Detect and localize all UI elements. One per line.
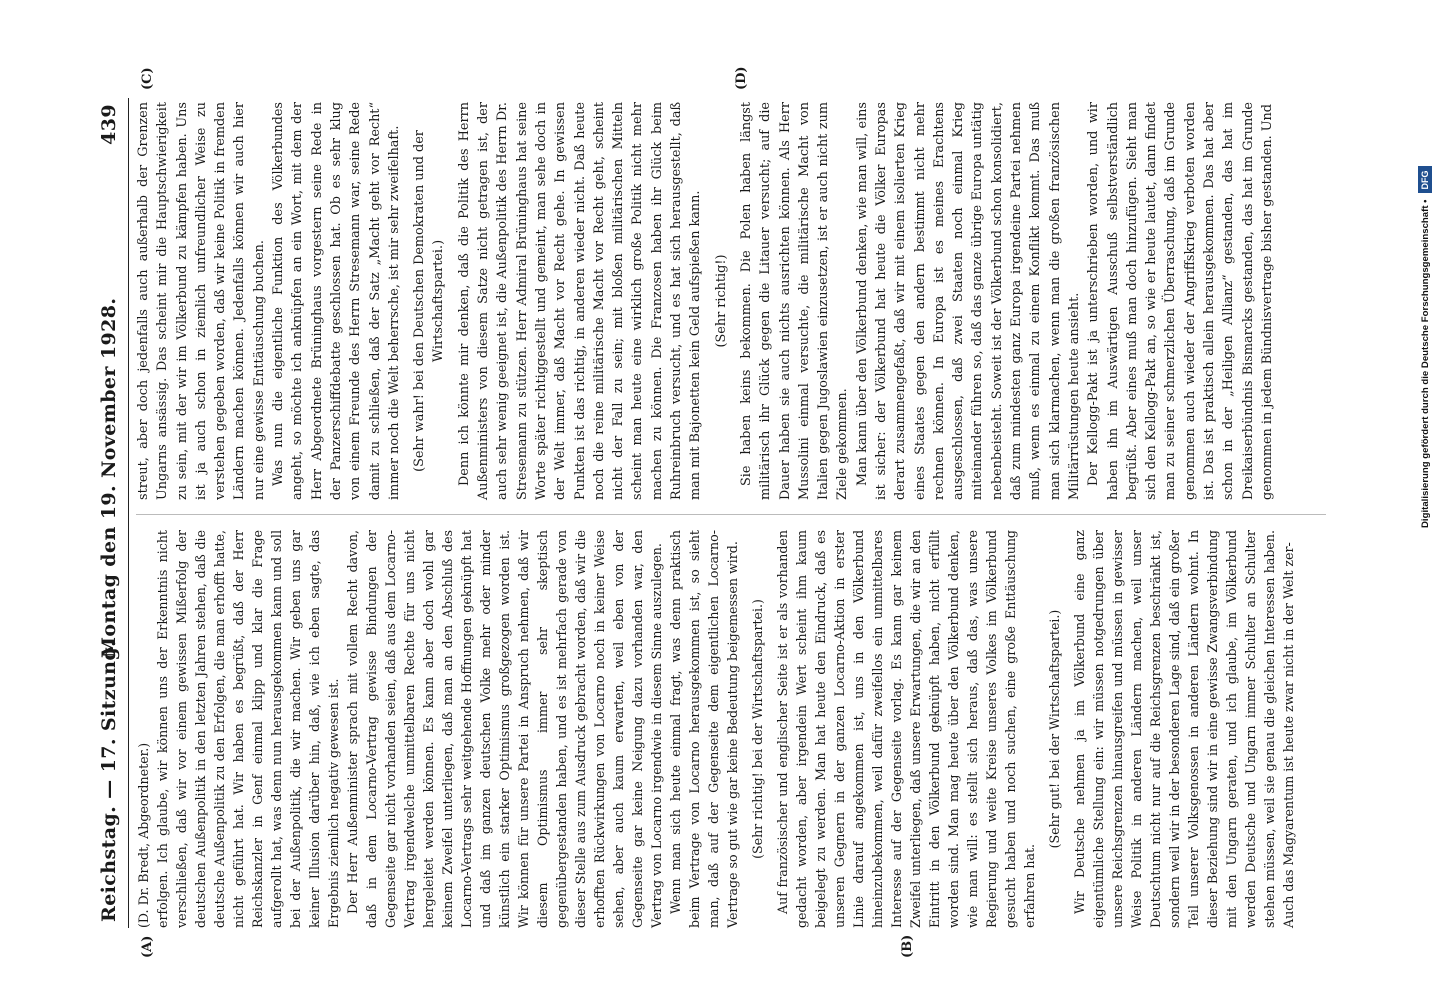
paragraph: Wir Deutsche nehmen ja im Völkerbund eine ganz eigentümliche Stellung ein: wir müssen notgedrungen über unsere Reichsgrenzen hinausgreifen und müssen in gewisser Weise Politik in anderen Ländern machen, weil unser Deutschtum nicht nur auf die Reichsgrenzen beschränkt ist, sondern weil wir in der besonderen Lage sind, daß ein großer Teil unserer Volksgenossen in anderen Ländern wohnt. In dieser Beziehung sind wir in eine gewisse Zwangsverbindung mit den Ungarn geraten, und ich glaube, im Völkerbund werden Deutsche und Ungarn immer Schulter an Schulter stehen müssen, weil sie genau die gleichen Interessen haben. Auch das Magyarentum ist heute zwar nicht in der Welt zer-: [1072, 530, 1296, 928]
interjection: (Sehr wahr! bei den Deutschen Demokraten und der Wirtschaftspartei.): [412, 130, 447, 472]
paragraph: Sie haben keins bekommen. Die Polen haben längst militärisch ihr Glück gegen die Litauer versucht; auf die Dauer haben sie auch nichts ausrichten können. Als Herr Mussolini einmal versuchte, die militärische Macht von Italien gegen Jugoslawien einzusetzen, ist er auch nicht zum Ziele gekommen.: [738, 102, 851, 500]
page-header: [94, 98, 129, 928]
right-column: [134, 102, 1277, 500]
interjection: (Sehr richtig!): [713, 254, 729, 348]
margin-marker-c: (C): [140, 67, 155, 90]
paragraph: Man kann über den Völkerbund denken, wie man will, eins ist sicher: der Völkerbund hat heute die Völker Europas derart zusammengefaßt, daß wir mit einem isolierten Krieg eines Staates gegen den andern bestimmt nicht mehr rechnen können. In Europa ist es meines Erachtens ausgeschlossen, daß zwei Staaten noch einmal Krieg miteinander führen so, daß das ganze übrige Europa untätig nebenbeisteht. Soweit ist der Völkerbund schon konsolidiert, daß zum mindesten ganz Europa irgendeine Partei nehmen muß, wenn es einmal zu einem Konflikt kommt. Das muß man sich klarmachen, wenn man die großen französischen Militärrüstungen heute ansieht.: [854, 102, 1082, 500]
scanned-document-page: [94, 66, 1330, 958]
digitization-credit: [1418, 8, 1434, 528]
page-number: 439: [98, 104, 120, 145]
credit-text: Digitalisierung gefördert durch die Deutsche Forschungsgemeinschaft •: [1420, 199, 1431, 528]
left-column: [134, 530, 1298, 928]
interjection: (Sehr gut! bei der Wirtschaftspartei.): [1047, 609, 1062, 849]
header-date: Montag den 19. November 1928.: [98, 297, 120, 658]
paragraph: streut, aber doch jedenfalls auch außerhalb der Grenzen Ungarns ansässig. Das scheint mir die Hauptschwierigkeit zu sein, mit der wir im Völkerbund zu kämpfen haben. Uns ist ja auch schon in ziemlich unfreundlicher Weise zu verstehen gegeben worden, daß wir keine Politik in fremden Ländern machen können. Jedenfalls können wir auch hier nur eine gewisse Enttäuschung buchen.: [136, 102, 267, 500]
header-session: Reichstag. — 17. Sitzung.: [98, 639, 120, 922]
margin-marker-a: (A): [140, 935, 155, 958]
speaker-line: (D. Dr. Bredt, Abgeordneter.): [136, 742, 151, 928]
paragraph: Der Herr Außenminister sprach mit vollem Recht davon, daß in dem Locarno-Vertrag gewisse Bindungen der Gegenseite gar nicht vorhanden seien, daß aus dem Locarno-Vertrag irgendwelche unmittelbaren Rechte für uns nicht hergeleitet werden können. Es kann aber doch wohl gar keinem Zweifel unterliegen, daß man an den Abschluß des Locarno-Vertrags sehr weitgehende Hoffnungen geknüpft hat und daß im ganzen deutschen Volke mehr oder minder künstlich ein starker Optimismus großgezogen worden ist. Wir können für unsere Partei in Anspruch nehmen, daß wir diesem Optimismus immer sehr skeptisch gegenübergestanden haben, und es ist mehrfach gerade von dieser Stelle aus zum Ausdruck gebracht worden, daß wir die erhofften Rückwirkungen von Locarno noch in keiner Weise sehen, aber auch kaum erwarten, weil eben von der Gegenseite gar keine Neigung dazu vorhanden war, den Vertrag von Locarno irgendwie in diesem Sinne auszulegen.: [345, 530, 664, 928]
margin-marker-d: (D): [734, 66, 749, 90]
paragraph: Was nun die eigentliche Funktion des Völkerbundes angeht, so möchte ich anknüpfen an ein Wort, mit dem der Herr Abgeordnete Brüninghaus vorgestern seine Rede in der Panzerschiffdebatte geschlossen hat. Ob es sehr klug von einem Freunde des Herrn Stresemann war, seine Rede damit zu schließen, daß der Satz „Macht geht vor Recht“ immer noch die Welt beherrsche, ist mir sehr zweifelhaft.: [271, 102, 402, 500]
paragraph: Der Kellogg-Pakt ist ja unterschrieben worden, und wir haben ihn im Auswärtigen Ausschuß selbstverständlich begrüßt. Aber eines muß man doch hinzufügen. Sieht man sich den Kellogg-Pakt an, so wie er heute lautet, dann findet man zu seiner schmerzlichen Überraschung, daß im Grunde genommen auch wieder der Angriffskrieg verboten worden ist. Das ist praktisch allein herausgekommen. Das hat aber schon in der „Heiligen Allianz“ gestanden, das hat im Dreikaiserbündnis Bismarcks gestanden, das hat im Grunde genommen in jedem Bündnisvertrage bisher gestanden. Und: [1086, 102, 1275, 500]
paragraph: Wenn man sich heute einmal fragt, was denn praktisch beim Vertrage von Locarno herausgekommen ist, so sieht man, daß auf der Gegenseite dem eigentlichen Locarno-Vertrage so gut wie gar keine Bedeutung beigemessen wird.: [668, 530, 740, 928]
dfg-logo-icon: DFG: [1418, 166, 1432, 193]
column-divider: [136, 514, 1326, 515]
paragraph: Denn ich könnte mir denken, daß die Politik des Herrn Außenministers von diesem Satze nicht getragen ist, der auch sehr wenig geeignet ist, die Außenpolitik des Herrn Dr. Stresemann zu stützen. Herr Admiral Brüninghaus hat seine Worte später richtiggestellt und gemeint, man sehe doch in der Welt immer, daß Macht vor Recht gehe. In gewissen Punkten ist das richtig, in anderen wieder nicht. Daß heute noch die reine militärische Macht vor Recht geht, scheint nicht der Fall zu sein; mit bloßen militärischen Mitteln scheint man heute eine wirklich große Politik nicht mehr machen zu können. Die Franzosen haben ihr Glück beim Ruhreinbruch versucht, und es hat sich herausgestellt, daß man mit Bajonetten kein Geld aufspießen kann.: [456, 102, 704, 500]
margin-marker-b: (B): [900, 934, 915, 958]
paragraph: erfolgen. Ich glaube, wir können uns der Erkenntnis nicht verschließen, daß wir vor einem gewissen Mißerfolg der deutschen Außenpolitik in den letzten Jahren stehen, daß die deutsche Außenpolitik zu den Erfolgen, die man erhofft hatte, nicht geführt hat. Wir haben es begrüßt, daß der Herr Reichskanzler in Genf einmal klipp und klar die Frage aufgerollt hat, was denn nun herausgekommen kann und soll bei der Außenpolitik, die wir machen. Wir geben uns gar keiner Illusion darüber hin, daß, wie ich eben sagte, das Ergebnis ziemlich negativ gewesen ist.: [155, 530, 341, 928]
interjection: (Sehr richtig! bei der Wirtschaftspartei.): [750, 599, 765, 859]
paragraph: Auf französischer und englischer Seite ist er als vorhanden gedacht worden, aber irgendein Wert scheint ihm kaum beigelegt zu werden. Man hat heute den Eindruck, daß es unseren Gegnern in der ganzen Locarno-Aktion in erster Linie darauf angekommen ist, uns in den Völkerbund hineinzubekommen, weil dafür zweifellos ein unmittelbares Interesse auf der Gegenseite vorlag. Es kann gar keinem Zweifel unterliegen, daß unsere Erwartungen, die wir an den Eintritt in den Völkerbund geknüpft haben, nicht erfüllt worden sind. Man mag heute über den Völkerbund denken, wie man will: es stellt sich heraus, daß das, was unsere Regierung und weite Kreise unseres Volkes im Völkerbund gesucht haben und noch suchen, eine große Enttäuschung erfahren hat.: [775, 530, 1037, 928]
